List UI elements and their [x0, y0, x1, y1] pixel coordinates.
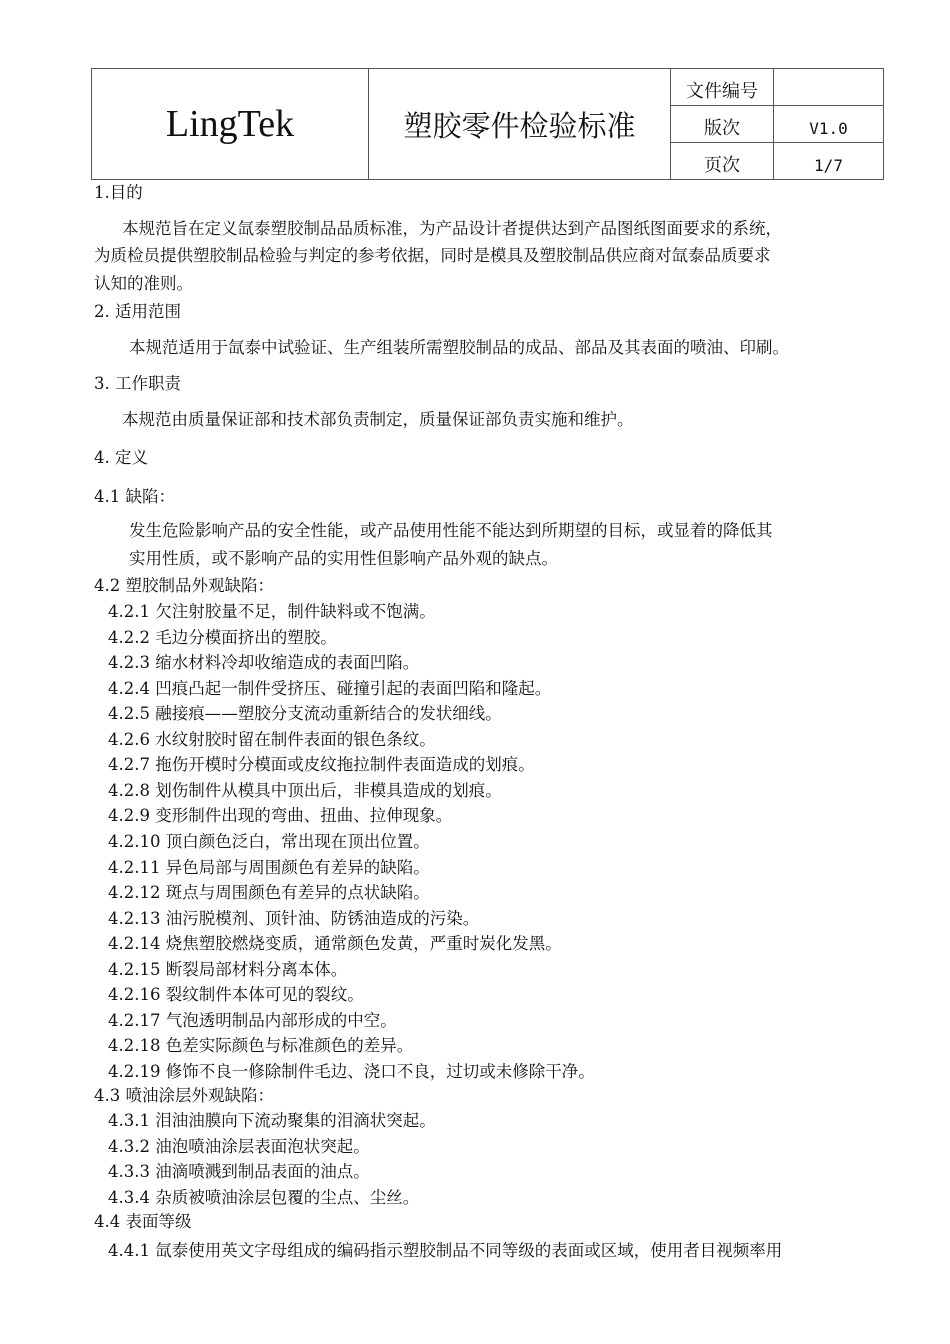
subsection-heading-plastic-defects: 4.2 塑胶制品外观缺陷：	[94, 576, 274, 595]
paragraph-line: 本规范适用于氙泰中试验证、生产组装所需塑胶制品的成品、部品及其表面的喷油、印刷。	[129, 338, 789, 357]
meta-row-page	[671, 143, 883, 179]
list-item: 4.2.6 水纹射胶时留在制件表面的银色条纹。	[108, 729, 436, 749]
paragraph-line: 为质检员提供塑胶制品检验与判定的参考依据，同时是模具及塑胶制品供应商对氙泰品质要求	[94, 246, 771, 265]
list-item: 4.2.12 斑点与周围颜色有差异的点状缺陷。	[108, 883, 430, 903]
meta-value: 1/7	[814, 156, 843, 175]
meta-value: V1.0	[809, 119, 848, 138]
paragraph-line: 发生危险影响产品的安全性能，或产品使用性能不能达到所期望的目标，或显着的降低其	[129, 521, 773, 540]
list-item: 4.2.10 顶白颜色泛白，常出现在顶出位置。	[108, 831, 430, 851]
subsection-heading-defect: 4.1 缺陷：	[94, 487, 175, 506]
document-title: 塑胶零件检验标准	[369, 69, 671, 179]
list-item: 4.3.1 泪油油膜向下流动聚集的泪滴状突起。	[108, 1111, 436, 1130]
paragraph-line: 实用性质，或不影响产品的实用性但影响产品外观的缺点。	[129, 549, 558, 568]
list-item: 4.2.1 欠注射胶量不足，制件缺料或不饱满。	[108, 602, 436, 621]
section-heading-responsibility: 3. 工作职责	[94, 374, 181, 393]
list-item: 4.2.16 裂纹制件本体可见的裂纹。	[108, 985, 364, 1005]
list-item: 4.2.8 划伤制件从模具中顶出后，非模具造成的划痕。	[108, 780, 502, 800]
section-heading-definition: 4. 定义	[94, 448, 148, 467]
document-header-table	[91, 68, 884, 180]
list-item: 4.2.4 凹痕凸起一制件受挤压、碰撞引起的表面凹陷和隆起。	[108, 678, 552, 698]
list-item: 4.2.18 色差实际颜色与标准颜色的差异。	[108, 1036, 414, 1056]
meta-label: 页次	[671, 143, 774, 179]
list-item: 4.2.19 修饰不良一修除制件毛边、浇口不良，过切或未修除干净。	[108, 1061, 595, 1081]
list-item: 4.3.4 杂质被喷油涂层包覆的尘点、尘丝。	[108, 1187, 420, 1207]
subsection-heading-coating-defects: 4.3 喷油涂层外观缺陷：	[94, 1086, 274, 1105]
meta-row-doc-number	[671, 69, 883, 106]
paragraph-line: 本规范由质量保证部和技术部负责制定，质量保证部负责实施和维护。	[122, 410, 634, 429]
list-item: 4.2.2 毛边分模面挤出的塑胶。	[108, 627, 337, 647]
list-item: 4.2.9 变形制件出现的弯曲、扭曲、拉伸现象。	[108, 806, 453, 826]
list-item: 4.2.14 烧焦塑胶燃烧变质，通常颜色发黄，严重时炭化发黑。	[108, 934, 562, 954]
list-item: 4.2.15 断裂局部材料分离本体。	[108, 959, 348, 979]
list-item: 4.2.3 缩水材料冷却收缩造成的表面凹陷。	[108, 653, 420, 673]
list-item: 4.3.2 油泡喷油涂层表面泡状突起。	[108, 1136, 370, 1156]
meta-label: 版次	[671, 106, 774, 142]
section-heading-scope: 2. 适用范围	[94, 302, 181, 321]
company-logo: LingTek	[92, 69, 369, 179]
section-heading-purpose: 1.目的	[94, 183, 143, 202]
paragraph-line: 本规范旨在定义氙泰塑胶制品品质标准，为产品设计者提供达到产品图纸图面要求的系统，	[122, 219, 782, 238]
list-item: 4.2.11 异色局部与周围颜色有差异的缺陷。	[108, 857, 430, 877]
subsection-heading-surface-grade: 4.4 表面等级	[94, 1212, 192, 1231]
meta-row-version	[671, 106, 883, 143]
meta-value	[774, 69, 883, 105]
list-item: 4.2.7 拖伤开模时分模面或皮纹拖拉制件表面造成的划痕。	[108, 755, 535, 775]
list-item: 4.2.13 油污脱模剂、顶针油、防锈油造成的污染。	[108, 908, 480, 928]
list-item: 4.3.3 油滴喷溅到制品表面的油点。	[108, 1162, 370, 1181]
meta-label: 文件编号	[671, 69, 774, 105]
list-item: 4.2.5 融接痕——塑胶分支流动重新结合的发状细线。	[108, 704, 502, 724]
list-item: 4.2.17 气泡透明制品内部形成的中空。	[108, 1010, 397, 1030]
paragraph-line: 4.4.1 氙泰使用英文字母组成的编码指示塑胶制品不同等级的表面或区域，使用者目视频率用	[108, 1241, 783, 1260]
paragraph-line: 认知的准则。	[94, 274, 193, 293]
document-meta	[671, 69, 883, 179]
